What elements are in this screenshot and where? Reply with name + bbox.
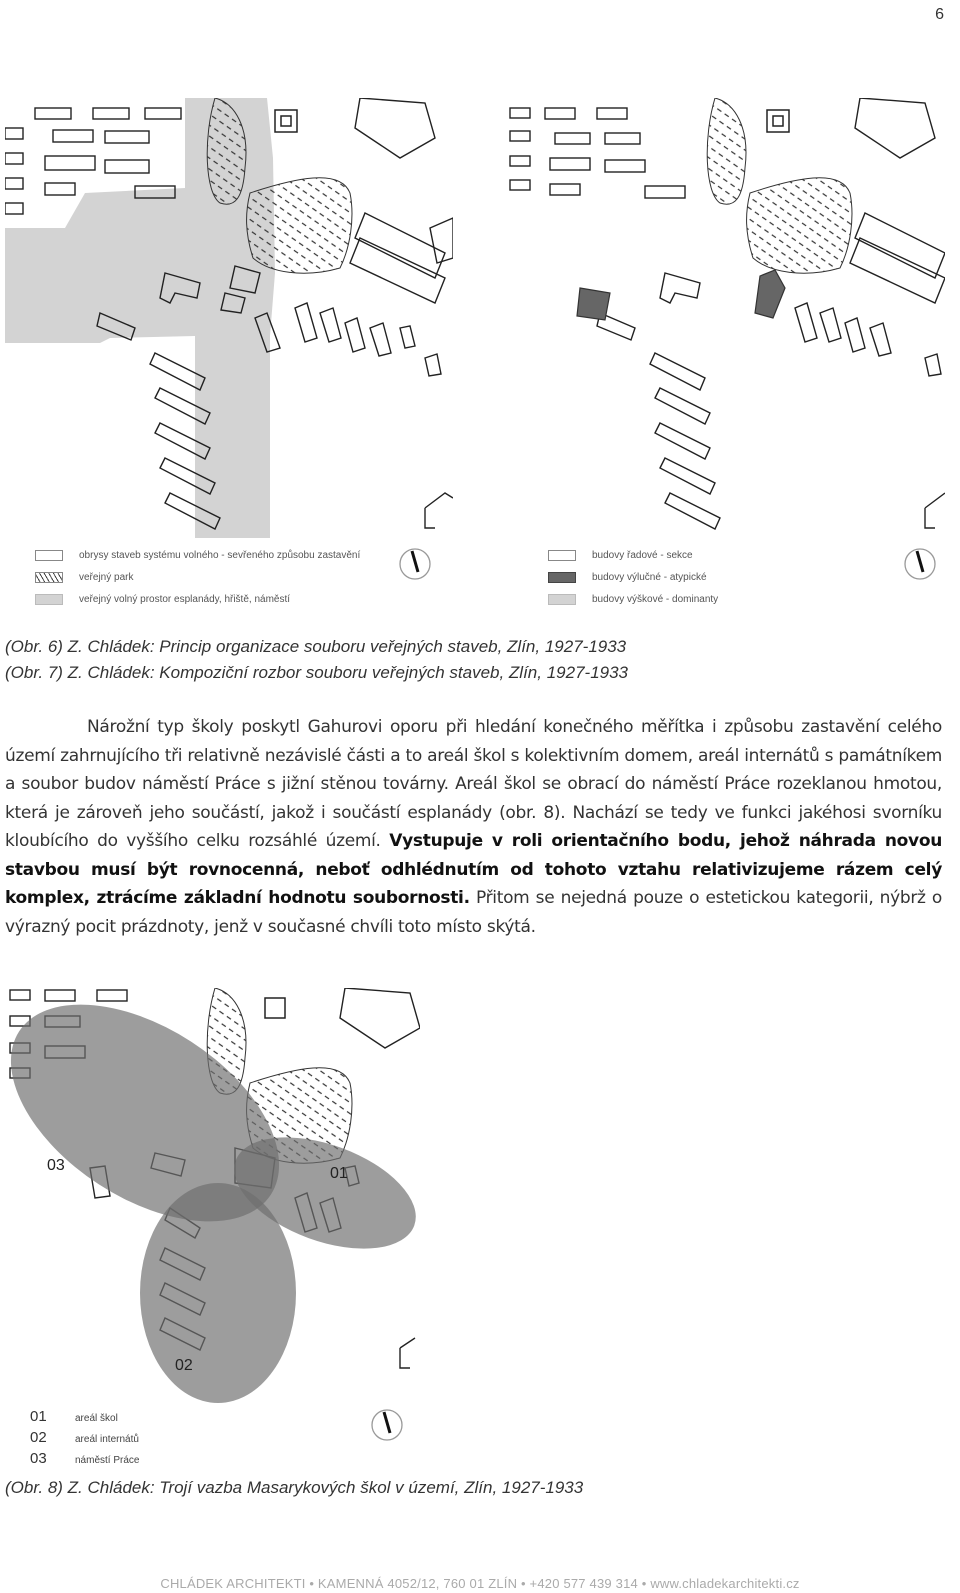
page-footer: CHLÁDEK ARCHITEKTI • KAMENNÁ 4052/12, 760 01 ZLÍN • +420 577 439 314 • www.chladekarchitekti.cz (160, 1576, 800, 1591)
legend-item (548, 594, 718, 605)
north-arrow-icon (903, 547, 937, 581)
swatch (548, 594, 576, 605)
legend-item (35, 550, 360, 561)
caption-obr7: (Obr. 7) Z. Chládek: Kompoziční rozbor souboru veřejných staveb, Zlín, 1927-1933 (5, 663, 629, 682)
legend-label: budovy výškové - dominanty (592, 594, 719, 605)
legend-item (30, 1429, 139, 1446)
zone-label-01: 01 (330, 1165, 348, 1182)
paragraph-bold: Vystupuje v roli orientačního bodu, jehož náhrada novou stavbou musí být rovnocenná, neboť odhlédnutím od tohoto vztahu relativizujeme rázem celý komplex, ztrácíme základní hodnotu soubornosti. (5, 831, 943, 908)
figure-7-legend (548, 550, 898, 610)
legend-label: budovy řadové - sekce (592, 550, 693, 561)
legend-label: areál internátů (75, 1434, 139, 1445)
park-central (247, 178, 352, 273)
legend-number: 03 (30, 1450, 47, 1467)
figure-8-plan (5, 988, 420, 1408)
legend-label: veřejný volný prostor esplanády, hřiště, náměstí (79, 594, 291, 605)
zone-label-03: 03 (47, 1157, 65, 1174)
north-arrow-icon (398, 547, 432, 581)
legend-number: 01 (30, 1408, 47, 1425)
swatch (548, 572, 576, 583)
figure-6-plan (5, 98, 453, 538)
legend-label: areál škol (75, 1413, 118, 1424)
swatch (35, 550, 63, 561)
legend-label: budovy výlučné - atypické (592, 572, 707, 583)
legend-item (30, 1450, 139, 1467)
swatch (548, 550, 576, 561)
site-plan-7 (505, 98, 945, 538)
legend-label: náměstí Práce (75, 1455, 140, 1466)
atypical-building (755, 270, 785, 318)
zone-label-02: 02 (175, 1357, 193, 1374)
body-paragraph (5, 713, 942, 941)
site-plan-6 (5, 98, 453, 538)
swatch (35, 594, 63, 605)
legend-number: 02 (30, 1429, 47, 1446)
page-number: 6 (935, 6, 944, 23)
legend-item (548, 550, 693, 561)
caption-obr6: (Obr. 6) Z. Chládek: Princip organizace souboru veřejných staveb, Zlín, 1927-1933 (5, 637, 627, 656)
legend-item (35, 594, 290, 605)
north-arrow-icon (370, 1408, 404, 1442)
paragraph-normal: Nárožní typ školy poskytl Gahurovi oporu při hledání konečného měřítka i způsobu zastavění celého území zahrnujícího tři relativně nezávislé části a to areál škol s kolektivním domem, areál internátů s památníkem a soubor budov náměstí Práce s jižní stěnou továrny. Areál škol se obrací do náměstí Práce rozeklanou hmotou, která je zároveň jeho součástí, jakož i součástí esplanády (obr. 8). Nachází se tedy ve funkci jakéhosi svorníku kloubícího do vyššího celku rozsáhlé území. (5, 717, 942, 851)
site-plan-8 (5, 988, 420, 1408)
legend-item (30, 1408, 118, 1425)
atypical-building (577, 288, 610, 320)
figure-6-legend (35, 550, 445, 610)
legend-item (548, 572, 707, 583)
legend-label: obrysy staveb systému volného - sevřeného způsobu zastavění (79, 550, 361, 561)
legend-item (35, 572, 133, 583)
legend-label: veřejný park (79, 572, 134, 583)
caption-obr8: (Obr. 8) Z. Chládek: Trojí vazba Masarykových škol v území, Zlín, 1927-1933 (5, 1478, 584, 1497)
paragraph-tail: Přitom se nejedná pouze o estetickou kategorii, nýbrž o výrazný pocit prázdnoty, jenž v současné chvíli toto místo skýtá. (5, 888, 943, 937)
swatch (35, 572, 63, 583)
figure-7-plan (505, 98, 945, 538)
